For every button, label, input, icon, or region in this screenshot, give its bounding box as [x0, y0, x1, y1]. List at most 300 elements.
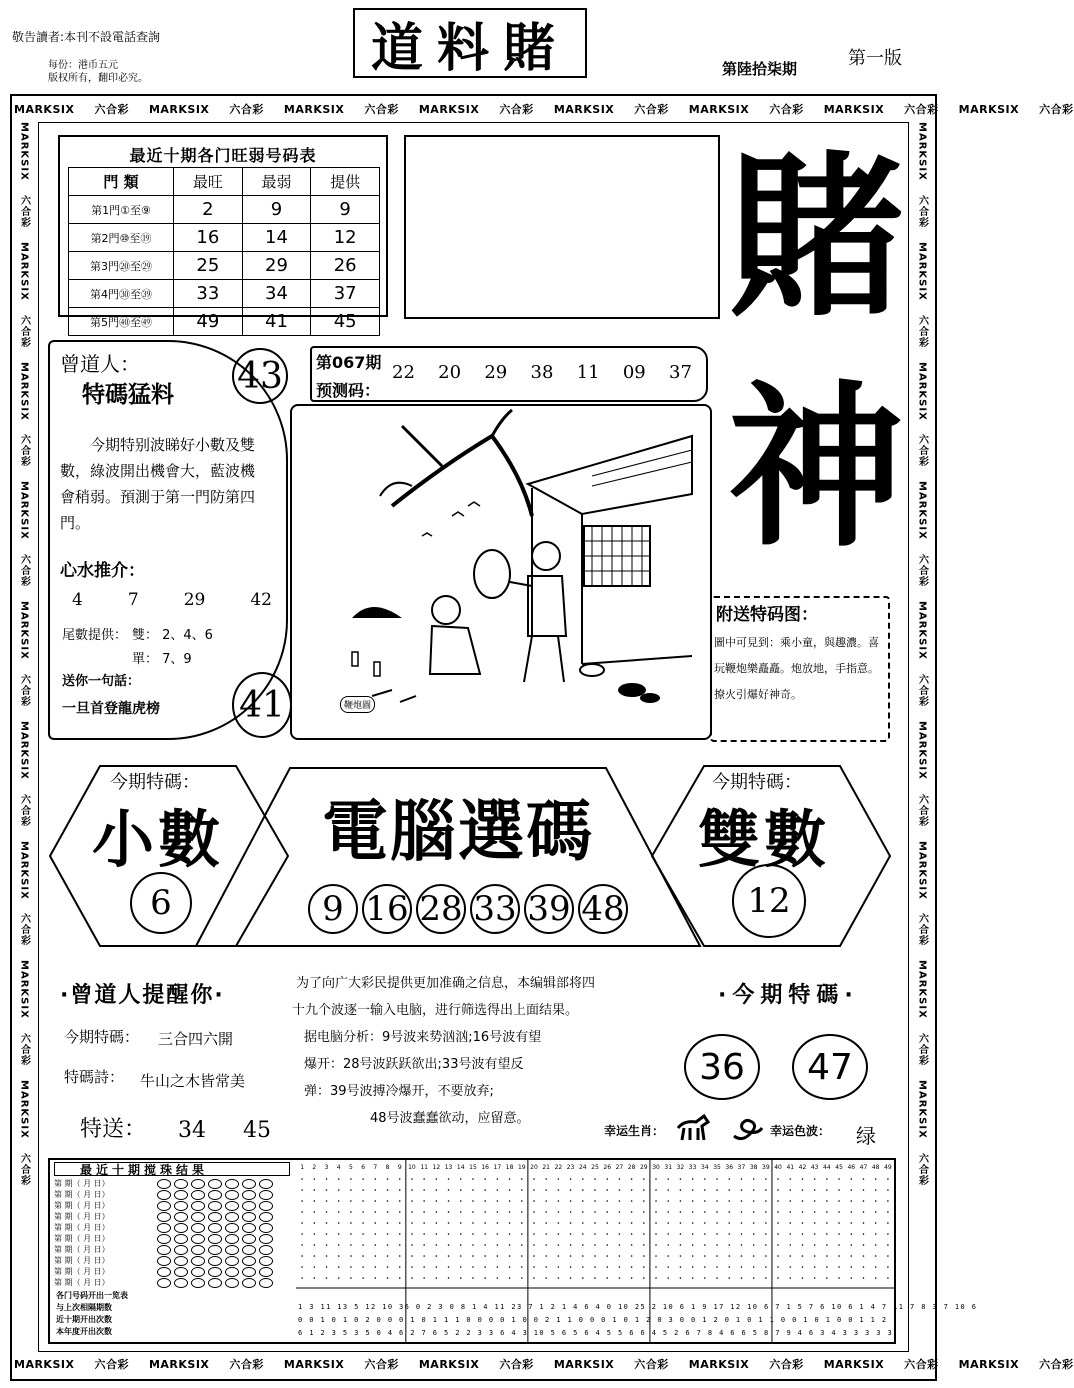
left-body-text: 今期特别波睇好小數及雙數，綠波開出機會大，藍波機會稍弱。預測于第一門防第四門。 [60, 436, 256, 532]
prediction-number: 11 [576, 362, 600, 383]
grid-dot [631, 1255, 633, 1257]
grid-dot [472, 1244, 474, 1246]
grid-dot [667, 1189, 669, 1191]
grid-dot [777, 1233, 779, 1235]
ball-slot [225, 1234, 239, 1244]
grid-dot [814, 1255, 816, 1257]
right-border-strip [912, 122, 932, 1352]
grid-dot [545, 1233, 547, 1235]
mark-label: MARKSIX [688, 1357, 750, 1371]
grid-dot [387, 1200, 389, 1202]
column-number: 42 [798, 1164, 807, 1171]
grid-dot [692, 1277, 694, 1279]
weak-table [68, 167, 380, 336]
edition-label: 第一版 [848, 48, 902, 69]
ball-slot [157, 1201, 171, 1211]
illustration-frame [290, 404, 712, 740]
grid-dot [704, 1244, 706, 1246]
grid-dot [484, 1233, 486, 1235]
ball-slot [242, 1267, 256, 1277]
ball-slot [259, 1212, 273, 1222]
grid-dot [765, 1255, 767, 1257]
give-cell: 37 [311, 280, 380, 308]
grid-dot [777, 1255, 779, 1257]
color-label: 幸运色波： [770, 1124, 831, 1138]
grid-dot [375, 1200, 377, 1202]
grid-dot [545, 1178, 547, 1180]
grid-dot [338, 1244, 340, 1246]
grid-dot [350, 1211, 352, 1213]
column-number: 6 [361, 1164, 366, 1171]
ball-slot [259, 1234, 273, 1244]
grid-dot [728, 1222, 730, 1224]
grid-dot [606, 1178, 608, 1180]
grid-dot [460, 1266, 462, 1268]
result-row [54, 1266, 294, 1277]
grid-dot [399, 1200, 401, 1202]
grid-dot [850, 1266, 852, 1268]
mark-label: MARKSIX [148, 102, 210, 116]
grid-dot [850, 1244, 852, 1246]
grid-dot [472, 1189, 474, 1191]
grid-dot [509, 1244, 511, 1246]
grid-dot [362, 1189, 364, 1191]
grid-dot [875, 1189, 877, 1191]
grid-dot [521, 1233, 523, 1235]
grid-dot [789, 1244, 791, 1246]
grid-dot [765, 1211, 767, 1213]
grid-dot [789, 1178, 791, 1180]
grid-dot [692, 1233, 694, 1235]
grid-dot [716, 1255, 718, 1257]
row-label: 第4門㉚至㊴ [69, 280, 174, 308]
grid-dot [863, 1211, 865, 1213]
table-row [69, 308, 380, 336]
grid-dot [362, 1200, 364, 1202]
brand-label: 六合彩 [499, 103, 534, 116]
column-number: 40 [774, 1164, 782, 1171]
grid-dot [545, 1200, 547, 1202]
grid-dot [314, 1189, 316, 1191]
grid-dot [814, 1222, 816, 1224]
grid-dot [509, 1211, 511, 1213]
pick-ball: 48 [578, 884, 628, 934]
grid-dot [594, 1200, 596, 1202]
grid-dot [850, 1200, 852, 1202]
column-number: 2 [312, 1164, 317, 1171]
grid-dot [387, 1233, 389, 1235]
grid-dot [460, 1189, 462, 1191]
issue-number: 第陸拾柒期 [722, 60, 798, 78]
grid-dot [594, 1233, 596, 1235]
grid-dot [375, 1255, 377, 1257]
grid-dot [765, 1266, 767, 1268]
result-row-label: 第 期（ 月 日） [54, 1245, 110, 1254]
grid-dot [680, 1255, 682, 1257]
grid-dot [472, 1233, 474, 1235]
grid-dot [338, 1200, 340, 1202]
grid-dot [314, 1211, 316, 1213]
mark-label: MARKSIX [18, 481, 30, 541]
grid-dot [875, 1211, 877, 1213]
ball-slot [157, 1256, 171, 1266]
max-cell: 2 [174, 196, 243, 224]
mark-label: MARKSIX [958, 1357, 1020, 1371]
grid-dot [387, 1266, 389, 1268]
mark-label: MARKSIX [18, 122, 30, 181]
grid-dot [436, 1222, 438, 1224]
grid-dot [338, 1277, 340, 1279]
computer-pick-balls [308, 884, 632, 934]
grid-dot [643, 1266, 645, 1268]
grid-dot [411, 1222, 413, 1224]
heart-num: 42 [250, 590, 272, 610]
grid-dot [887, 1255, 889, 1257]
hex-right-main: 雙數 [698, 803, 831, 876]
grid-dot [326, 1233, 328, 1235]
grid-dot [655, 1189, 657, 1191]
grid-dot [777, 1189, 779, 1191]
grid-dot [667, 1233, 669, 1235]
prediction-label-2: 预测码： [316, 381, 381, 400]
grid-dot [423, 1277, 425, 1279]
grid-dot [826, 1189, 828, 1191]
mark-label: MARKSIX [916, 361, 928, 421]
horse-icon [674, 1114, 714, 1142]
footer-row: 本年度开出次数 [56, 1327, 112, 1336]
gift-label: 送你一句話： [62, 674, 141, 689]
column-number: 21 [542, 1164, 551, 1171]
special-circle-2 [792, 1034, 868, 1100]
grid-dot [814, 1200, 816, 1202]
grid-dot [436, 1266, 438, 1268]
column-number: 5 [349, 1164, 353, 1171]
special-circle-1 [684, 1034, 760, 1100]
grid-dot [802, 1178, 804, 1180]
hex-left-circle [130, 872, 192, 934]
grid-dot [350, 1233, 352, 1235]
ball-slot [191, 1190, 205, 1200]
grid-dot [558, 1255, 560, 1257]
weak-table-panel [58, 135, 388, 332]
grid-dot [472, 1178, 474, 1180]
column-number: 30 [652, 1164, 660, 1171]
reminder-title: ·曾道人提醒你· [60, 983, 225, 1008]
table-row [69, 224, 380, 252]
pick-ball: 28 [416, 884, 466, 934]
header [0, 0, 947, 92]
grid-dot [472, 1266, 474, 1268]
mark-label: MARKSIX [916, 960, 928, 1020]
grid-dot [741, 1244, 743, 1246]
grid-dot [533, 1200, 535, 1202]
grid-dot [436, 1178, 438, 1180]
grid-dot [777, 1266, 779, 1268]
copyright-text: 版权所有，翻印必究。 [48, 73, 148, 84]
top-border-strip [14, 100, 1074, 118]
grid-dot [863, 1222, 865, 1224]
grid-dot [802, 1255, 804, 1257]
grid-dot [545, 1211, 547, 1213]
grid-dot [350, 1255, 352, 1257]
grid-dot [643, 1244, 645, 1246]
grid-dot [838, 1266, 840, 1268]
grid-dot [301, 1277, 303, 1279]
brand-label: 六合彩 [18, 194, 30, 228]
ball-slot [208, 1223, 222, 1233]
heart-num: 7 [127, 590, 139, 610]
analysis-line: 据电脑分析：9号波来势汹汹;16号波有望 [304, 1030, 542, 1045]
brand-label: 六合彩 [18, 913, 30, 947]
grid-dot [436, 1189, 438, 1191]
grid-dot [814, 1178, 816, 1180]
grid-dot [484, 1200, 486, 1202]
grid-dot [411, 1255, 413, 1257]
give-cell: 26 [311, 252, 380, 280]
grid-dot [643, 1222, 645, 1224]
header-cell: 提供 [311, 168, 380, 196]
grid-dot [594, 1222, 596, 1224]
column-number: 11 [420, 1164, 428, 1171]
grid-dot [399, 1178, 401, 1180]
ball-slot [225, 1223, 239, 1233]
grid-dot [423, 1266, 425, 1268]
grid-dot [533, 1255, 535, 1257]
grid-dot [838, 1189, 840, 1191]
grid-dot [533, 1233, 535, 1235]
ball-slot [242, 1256, 256, 1266]
grid-dot [619, 1255, 621, 1257]
ball-slot [208, 1201, 222, 1211]
grid-dot [741, 1277, 743, 1279]
analysis-line: 弹：39号波搏冷爆开，不要放弃; [304, 1084, 494, 1099]
ball-slot [157, 1245, 171, 1255]
table-row [69, 252, 380, 280]
grid-dot [728, 1266, 730, 1268]
grid-dot [606, 1200, 608, 1202]
min-cell: 34 [242, 280, 311, 308]
grid-dot [375, 1178, 377, 1180]
brand-label: 六合彩 [18, 793, 30, 827]
grid-dot [497, 1211, 499, 1213]
grid-dot [582, 1222, 584, 1224]
grid-dot [753, 1189, 755, 1191]
grid-dot [399, 1255, 401, 1257]
grid-dot [814, 1266, 816, 1268]
grid-dot [375, 1244, 377, 1246]
grid-dot [545, 1266, 547, 1268]
grid-dot [789, 1222, 791, 1224]
grid-dot [728, 1178, 730, 1180]
ball-slot [191, 1234, 205, 1244]
grid-dot [692, 1222, 694, 1224]
grid-dot [838, 1277, 840, 1279]
grid-dot [692, 1211, 694, 1213]
hex-right-label: 今期特碼： [712, 772, 802, 793]
column-number: 44 [823, 1164, 831, 1171]
grid-dot [850, 1222, 852, 1224]
grid-dot [692, 1255, 694, 1257]
column-number: 47 [859, 1164, 868, 1171]
prediction-number: 38 [530, 362, 554, 383]
grid-dot [777, 1200, 779, 1202]
header-cell: 最弱 [242, 168, 311, 196]
prediction-number: 20 [438, 362, 462, 383]
result-row-label: 第 期（ 月 日） [54, 1267, 110, 1276]
grid-dot [728, 1211, 730, 1213]
ball-slot [208, 1190, 222, 1200]
grid-dot [631, 1211, 633, 1213]
grid-dot [387, 1277, 389, 1279]
ball-slot [174, 1234, 188, 1244]
grid-dot [777, 1277, 779, 1279]
grid-dot [643, 1211, 645, 1213]
reminder-poem-value: 牛山之木皆常美 [140, 1072, 246, 1090]
grid-dot [362, 1266, 364, 1268]
ball-slot [225, 1179, 239, 1189]
column-number: 28 [627, 1164, 636, 1171]
prediction-number: 22 [392, 362, 415, 383]
grid-dot [411, 1277, 413, 1279]
analysis-line: 为了向广大彩民提供更加准确之信息，本编辑部将四 [296, 976, 596, 991]
brand-label: 六合彩 [769, 103, 804, 116]
grid-dot [594, 1266, 596, 1268]
grid-dot [387, 1222, 389, 1224]
analysis-text [290, 970, 670, 1132]
mark-label: MARKSIX [14, 102, 75, 116]
ball-slot [191, 1212, 205, 1222]
footer-row: 各门号码开出一览表 [56, 1291, 128, 1300]
brand-label: 六合彩 [904, 103, 939, 116]
grid-dot [362, 1211, 364, 1213]
row-label: 第5門㊵至㊾ [69, 308, 174, 336]
grid-dot [484, 1211, 486, 1213]
ball-slot [157, 1179, 171, 1189]
column-number: 48 [871, 1164, 880, 1171]
column-number: 14 [456, 1164, 465, 1171]
left-border-strip [14, 122, 34, 1352]
grid-dot [387, 1211, 389, 1213]
grid-dot [765, 1200, 767, 1202]
grid-dot [399, 1266, 401, 1268]
grid-dot [497, 1244, 499, 1246]
ball-slot [225, 1278, 239, 1288]
grid-dot [619, 1211, 621, 1213]
grid-dot [301, 1211, 303, 1213]
send-num: 45 [243, 1118, 271, 1143]
ball-slot [191, 1223, 205, 1233]
grid-dot [521, 1266, 523, 1268]
prediction-number: 09 [622, 362, 646, 383]
grid-dot [619, 1222, 621, 1224]
results-footer [56, 1290, 296, 1338]
brand-label: 六合彩 [364, 1358, 399, 1371]
grid-dot [326, 1178, 328, 1180]
grid-dot [826, 1222, 828, 1224]
grid-dot [716, 1189, 718, 1191]
grid-dot [521, 1178, 523, 1180]
grid-dot [655, 1211, 657, 1213]
pick-ball: 39 [524, 884, 574, 934]
grid-dot [314, 1222, 316, 1224]
grid-dot [301, 1222, 303, 1224]
table-row [69, 196, 380, 224]
grid-dot [423, 1189, 425, 1191]
grid-dot [619, 1178, 621, 1180]
grid-dot [375, 1266, 377, 1268]
grid-dot [326, 1211, 328, 1213]
grid-dot [753, 1222, 755, 1224]
grid-dot [802, 1244, 804, 1246]
mark-label: MARKSIX [18, 720, 30, 780]
prediction-number: 37 [669, 362, 692, 383]
grid-dot [326, 1255, 328, 1257]
brand-label: 六合彩 [634, 1358, 669, 1371]
grid-dot [387, 1189, 389, 1191]
grid-dot [448, 1266, 450, 1268]
hex-left-label: 今期特碼： [110, 772, 200, 793]
grid-dot [838, 1211, 840, 1213]
hex-left-main: 小數 [92, 803, 225, 876]
result-row-label: 第 期（ 月 日） [54, 1179, 110, 1188]
grid-dot [533, 1189, 535, 1191]
grid-dot [850, 1255, 852, 1257]
grid-dot [594, 1178, 596, 1180]
grid-dot [350, 1277, 352, 1279]
mark-label: MARKSIX [283, 102, 345, 116]
price-text: 每份：港币五元 [48, 60, 118, 71]
grid-dot [472, 1200, 474, 1202]
grid-dot [606, 1266, 608, 1268]
grid-dot [460, 1255, 462, 1257]
grid-dot [423, 1222, 425, 1224]
ball-slot [208, 1179, 222, 1189]
grid-dot [570, 1266, 572, 1268]
result-row-label: 第 期（ 月 日） [54, 1212, 110, 1221]
grid-dot [716, 1233, 718, 1235]
grid-dot [460, 1233, 462, 1235]
mark-label: MARKSIX [916, 122, 928, 181]
grid-dot [533, 1178, 535, 1180]
grid-dot [826, 1200, 828, 1202]
mark-label: MARKSIX [14, 1357, 75, 1371]
grid-dot [789, 1255, 791, 1257]
column-number: 46 [847, 1164, 856, 1171]
grid-dot [436, 1277, 438, 1279]
grid-dot [643, 1255, 645, 1257]
grid-dot [570, 1211, 572, 1213]
ball-slot [242, 1201, 256, 1211]
grid-dot [399, 1189, 401, 1191]
grid-dot [448, 1211, 450, 1213]
mark-label: MARKSIX [553, 1357, 615, 1371]
grid-dot [655, 1200, 657, 1202]
grid-dot [667, 1211, 669, 1213]
badge-bottom-value: 41 [239, 684, 285, 726]
grid-dot [350, 1266, 352, 1268]
grid-dot [753, 1178, 755, 1180]
big-title-char-2: 神 [728, 364, 905, 571]
grid-dot [301, 1200, 303, 1202]
ball-slot [242, 1278, 256, 1288]
grid-dot [521, 1211, 523, 1213]
header-cell: 門 類 [69, 168, 174, 196]
grid-dot [301, 1255, 303, 1257]
grid-dot [789, 1266, 791, 1268]
brand-label: 六合彩 [18, 314, 30, 348]
grid-dot [350, 1200, 352, 1202]
brand-label: 六合彩 [916, 793, 928, 827]
